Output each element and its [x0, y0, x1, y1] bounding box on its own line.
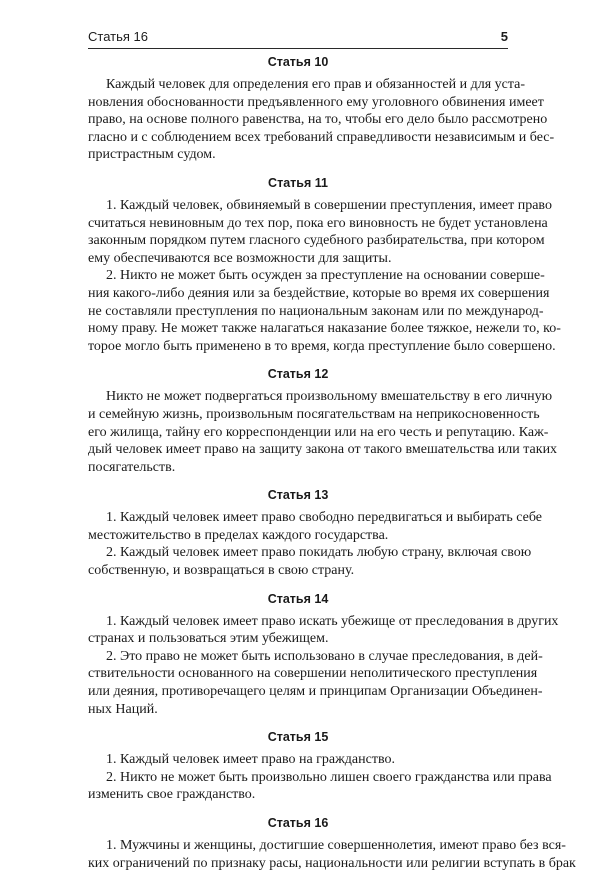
- article-paragraph: [88, 197, 552, 267]
- text-line: считаться невиновным до тех пор, пока его виновность не будет установлена: [88, 215, 548, 231]
- article-paragraph: [88, 76, 555, 164]
- text-line: пристрастным судом.: [88, 147, 216, 163]
- article-paragraph: [88, 388, 558, 476]
- article-heading: Статья 15: [267, 730, 329, 745]
- page-body: [88, 52, 576, 872]
- article-paragraph: [88, 613, 559, 648]
- text-line: 1. Каждый человек имеет право свободно передвигаться и выбирать себе: [106, 510, 542, 526]
- running-head: [88, 25, 508, 49]
- text-line: или деяния, противоречащего целям и принципам Организации Объединен-: [88, 684, 543, 700]
- text-line: 2. Никто не может быть осужден за преступление на основании соверше-: [106, 268, 545, 284]
- article-heading: Статья 12: [267, 367, 329, 382]
- article-paragraph: [88, 648, 543, 718]
- text-line: не составляли преступления по национальным законам или по международ-: [88, 303, 544, 319]
- text-line: ему обеспечиваются все возможности для защиты.: [88, 250, 392, 266]
- article-paragraph: [88, 769, 552, 804]
- text-line: 2. Каждый человек имеет право покидать любую страну, включая свою: [106, 545, 532, 561]
- text-line: 2. Это право не может быть использовано в случае преследования, в дей-: [106, 648, 543, 664]
- text-line: гласно и с соблюдением всех требований справедливости независимым и бес-: [88, 129, 555, 145]
- article-heading: Статья 13: [267, 488, 329, 503]
- article: [88, 487, 542, 579]
- article: [88, 366, 558, 476]
- text-line: его жилища, тайну его корреспонденции или на его честь и репутацию. Каж-: [88, 424, 549, 440]
- text-line: дый человек имеет право на защиту закона от такого вмешательства или таких: [88, 442, 558, 458]
- article-heading: Статья 16: [267, 816, 329, 830]
- article-paragraph: [88, 751, 508, 769]
- text-line: Каждый человек для определения его прав и обязанностей и для уста-: [106, 77, 526, 92]
- text-line: ных Наций.: [88, 701, 158, 717]
- article: [88, 175, 561, 355]
- article-paragraph: [88, 837, 576, 872]
- article: [88, 591, 559, 719]
- article-heading: Статья 10: [267, 55, 329, 69]
- text-line: 1. Мужчины и женщины, достигшие совершеннолетия, имеют право без вся-: [106, 838, 566, 853]
- text-line: ких ограничений по признаку расы, национальности или религии вступать в брак: [88, 855, 576, 871]
- text-line: ному праву. Не может также налагаться наказание более тяжкое, нежели то, ко-: [88, 321, 561, 337]
- text-line: ствительности основанного на совершении неполитического преступления: [88, 666, 538, 682]
- article-paragraph: [88, 544, 532, 579]
- article: [88, 815, 576, 872]
- text-line: посягательств.: [88, 459, 176, 475]
- text-line: Никто не может подвергаться произвольному вмешательству в его личную: [106, 389, 553, 405]
- header-rule: [88, 48, 508, 49]
- text-line: собственную, и возвращаться в свою страну.: [88, 563, 355, 579]
- text-line: 2. Никто не может быть произвольно лишен своего гражданства или права: [106, 769, 552, 785]
- text-line: и семейную жизнь, произвольным посягательствам на неприкосновенность: [88, 406, 540, 422]
- text-line: законным порядком путем гласного судебного разбирательства, при котором: [88, 233, 545, 249]
- text-line: право, на основе полного равенства, на то, чтобы его дело было рассмотрено: [88, 112, 548, 128]
- text-line: ния какого-либо деяния или за бездействие, которые во время их совершения: [88, 285, 550, 301]
- text-line: местожительство в пределах каждого государства.: [88, 527, 389, 543]
- article: [88, 54, 555, 164]
- text-line: 1. Каждый человек, обвиняемый в совершении преступления, имеет право: [106, 197, 552, 213]
- article-paragraph: [88, 267, 561, 355]
- page-number: 5: [500, 29, 508, 44]
- text-line: новления обоснованности предъявленного ему уголовного обвинения имеет: [88, 94, 544, 110]
- text-line: 1. Каждый человек имеет право на гражданство.: [106, 752, 395, 768]
- article: [88, 729, 552, 804]
- text-line: изменить свое гражданство.: [88, 787, 256, 803]
- text-line: странах и пользоваться этим убежищем.: [88, 631, 329, 647]
- text-line: торое могло быть применено в то время, когда преступление было совершено.: [88, 338, 556, 354]
- article-heading: Статья 11: [268, 175, 328, 190]
- article-heading: Статья 14: [267, 591, 329, 606]
- article-paragraph: [88, 509, 542, 544]
- running-head-section: Статья 16: [88, 29, 148, 44]
- text-line: 1. Каждый человек имеет право искать убежище от преследования в других: [106, 613, 559, 629]
